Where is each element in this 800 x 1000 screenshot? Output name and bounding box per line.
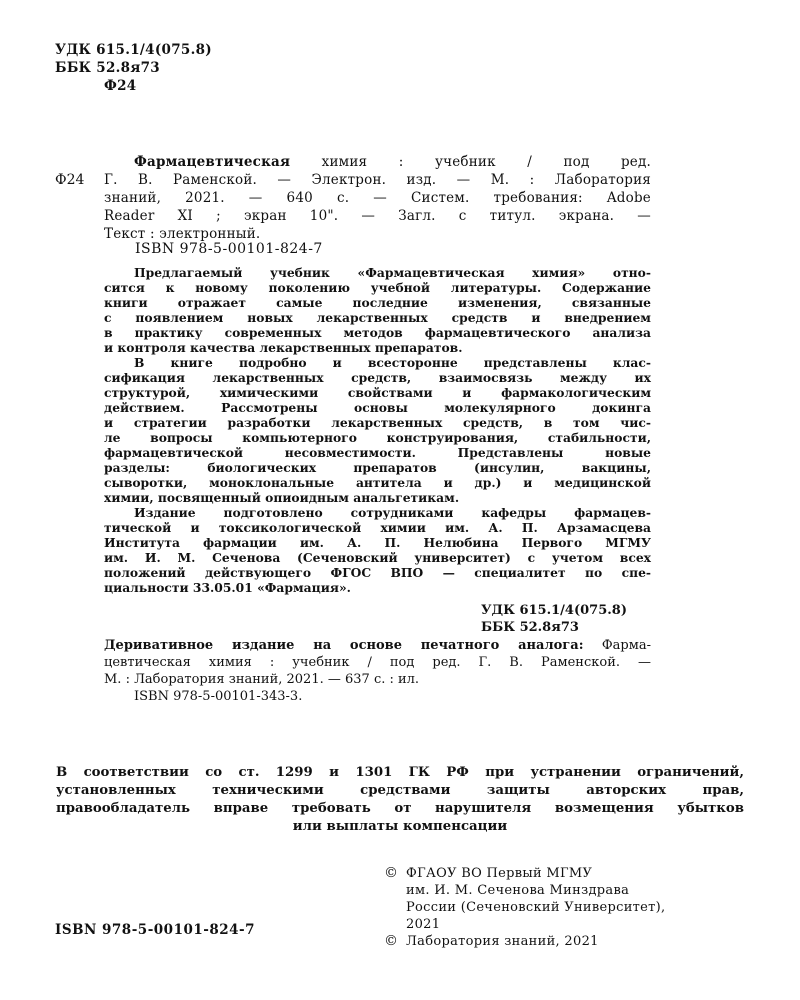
derivative-label: Деривативное издание на основе печатного аналога: [104, 638, 584, 653]
annotation-line: сификация лекарственных средств, взаимосвязь между их [104, 370, 651, 385]
copyright-icon: © [384, 865, 398, 881]
copyright-holder-line: им. И. М. Сеченова Минздрава [406, 883, 630, 898]
annotation-line: действием. Рассмотрены основы молекулярного докинга [104, 400, 651, 415]
annotation-line: структурой, химическими свойствами и фармакологическим [104, 385, 651, 400]
legal-line: правообладатель вправе требовать от нарушителя возмещения убытков [56, 801, 744, 816]
annotation-line: с появлением новых лекарственных средств и внедрением [104, 310, 651, 325]
bbk-header: ББК 52.8я73 [55, 60, 160, 76]
copyright-holder-2: Лаборатория знаний, 2021 [406, 934, 599, 949]
annotation-line: в практику современных методов фармацевтического анализа [104, 325, 651, 340]
derivative-line1-rest: Фарма- [583, 638, 651, 653]
annotation-line: сыворотки, моноклональные антитела и др.) и медицинской [104, 475, 651, 490]
derivative-line-1 [104, 638, 651, 653]
isbn-main: ISBN 978-5-00101-824-7 [135, 241, 323, 257]
legal-line: установленных техническими средствами защиты авторских прав, [56, 783, 744, 798]
annotation-line: и стратегии разработки лекарственных средств, в том чис- [104, 415, 651, 430]
copyright-holder-line: ФГАОУ ВО Первый МГМУ [406, 866, 593, 881]
bib-line-4: Reader XI ; экран 10". — Загл. с титул. экрана. — [104, 208, 651, 224]
annotation-line: сится к новому поколению учебной литературы. Содержание [104, 280, 651, 295]
annotation-line: книги отражает самые последние изменения, связанные [104, 295, 651, 310]
bib-line-2: Г. В. Раменской. — Электрон. изд. — М. : Лаборатория [104, 172, 651, 188]
annotation-line: и контроля качества лекарственных препаратов. [104, 340, 463, 355]
book-title: Фармацевтическая [134, 154, 291, 170]
derivative-isbn: ISBN 978-5-00101-343-3. [134, 689, 303, 704]
udk-header: УДК 615.1/4(075.8) [55, 42, 212, 58]
copyright-icon: © [384, 933, 398, 949]
annotation-line: положений действующего ФГОС ВПО — специалитет по спе- [104, 565, 651, 580]
annotation-line: циальности 33.05.01 «Фармация». [104, 580, 351, 595]
annotation-line: В книге подробно и всесторонне представлены клас- [134, 355, 651, 370]
derivative-line-3: М. : Лаборатория знаний, 2021. — 637 с. : ил. [104, 672, 420, 687]
copyright-holder-line: России (Сеченовский Университет), [406, 900, 666, 915]
annotation-line: фармацевтической несовместимости. Представлены новые [104, 445, 651, 460]
author-mark-code: Ф24 [55, 172, 85, 188]
annotation-line: ле вопросы компьютерного конструирования, стабильности, [104, 430, 651, 445]
bib-line-3: знаний, 2021. — 640 с. — Систем. требования: Adobe [104, 190, 651, 206]
legal-line: или выплаты компенсации [292, 819, 508, 834]
annotation-line: химии, посвященный опиоидным анальгетикам. [104, 490, 460, 505]
annotation-line: тической и токсикологической химии им. А. П. Арзамасцева [104, 520, 651, 535]
udk-footer: УДК 615.1/4(075.8) [481, 603, 627, 618]
bib-title-line [134, 154, 651, 170]
isbn-bottom: ISBN 978-5-00101-824-7 [55, 922, 256, 938]
bbk-footer: ББК 52.8я73 [481, 620, 579, 635]
annotation-line: Института фармации им. А. П. Нелюбина Первого МГМУ [104, 535, 651, 550]
derivative-line-2: цевтическая химия : учебник / под ред. Г. В. Раменской. — [104, 655, 651, 670]
annotation-line: им. И. М. Сеченова (Сеченовский университет) с учетом всех [104, 550, 651, 565]
author-mark-header: Ф24 [104, 78, 137, 94]
bib-line-5: Текст : электронный. [104, 226, 261, 242]
annotation-line: разделы: биологических препаратов (инсулин, вакцины, [104, 460, 651, 475]
copyright-holder-line: 2021 [406, 917, 441, 932]
annotation-line: Предлагаемый учебник «Фармацевтическая химия» отно- [134, 265, 651, 280]
legal-line: В соответствии со ст. 1299 и 1301 ГК РФ при устранении ограничений, [56, 765, 744, 780]
annotation-line: Издание подготовлено сотрудниками кафедры фармацев- [134, 505, 651, 520]
bib-line1-rest: химия : учебник / под ред. [290, 154, 651, 170]
